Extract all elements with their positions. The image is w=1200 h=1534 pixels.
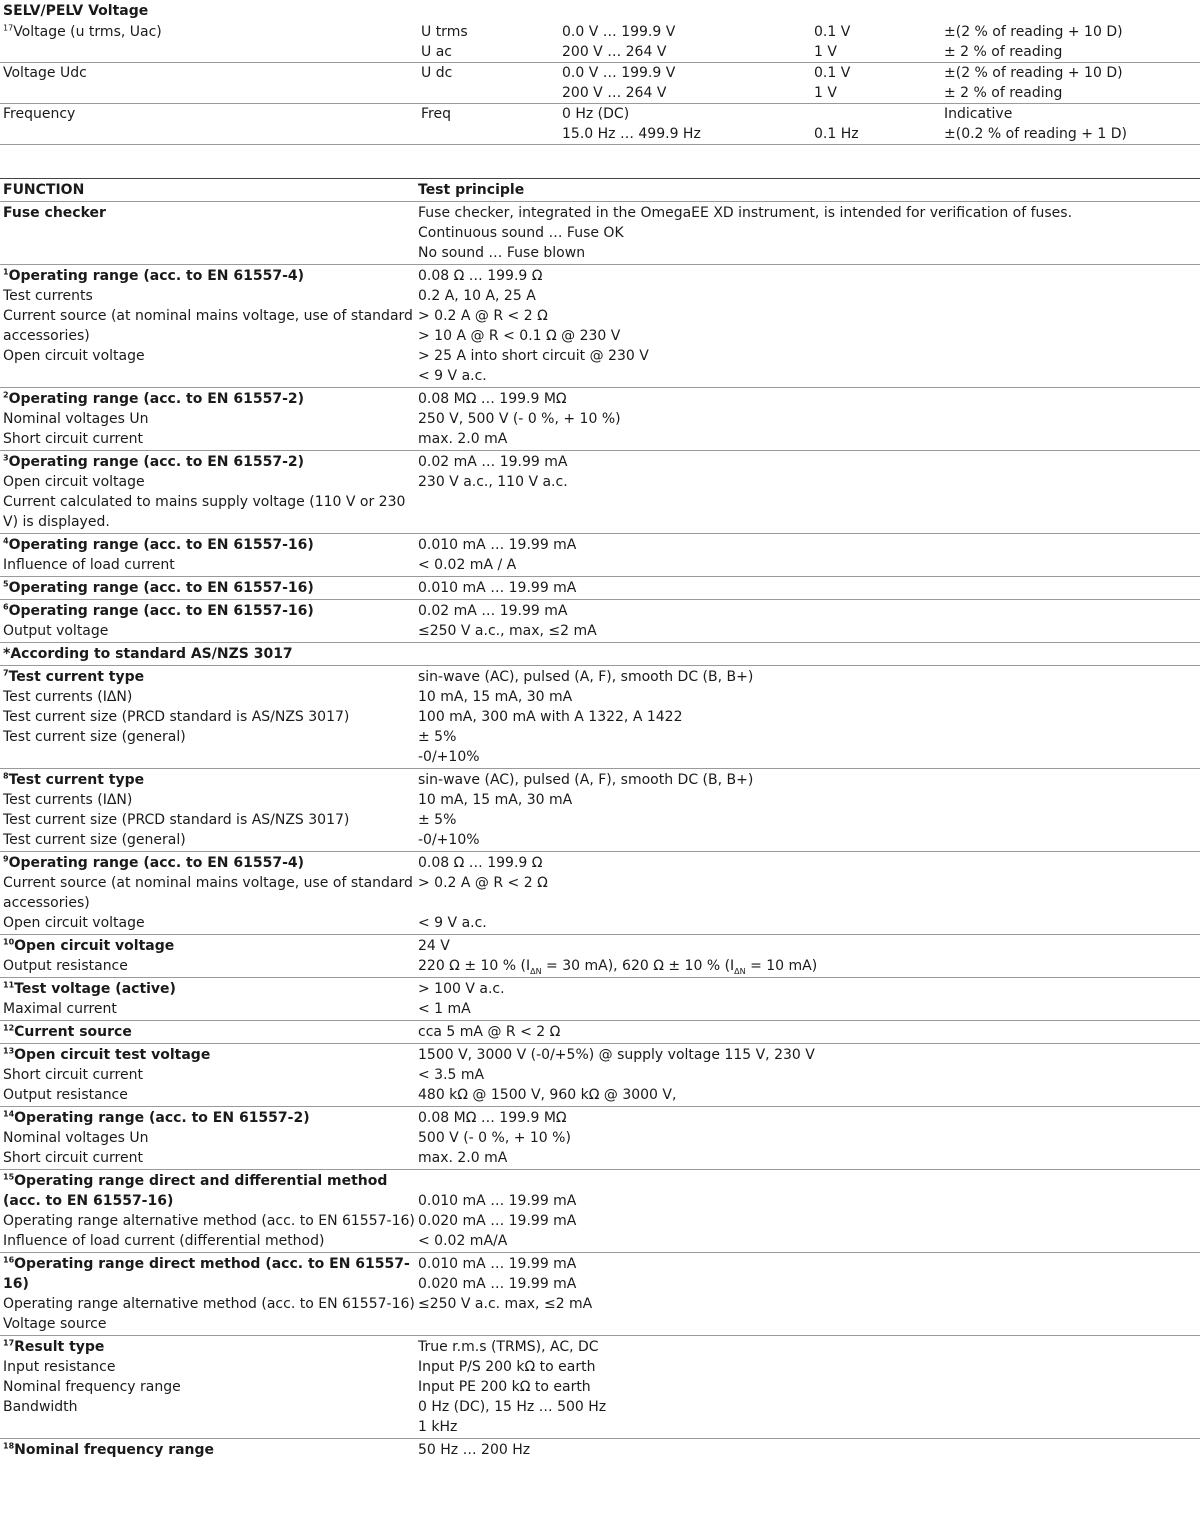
function-label xyxy=(3,913,418,933)
function-label xyxy=(3,266,418,286)
selv-resolution: 1 V xyxy=(814,44,837,60)
test-principle-line: > 25 A into short circuit @ 230 V xyxy=(418,348,649,364)
footnote-number: 17 xyxy=(3,23,14,33)
function-label xyxy=(3,472,418,492)
test-principle-line: -0/+10% xyxy=(418,832,480,848)
function-table xyxy=(0,178,1200,1461)
function-label xyxy=(3,644,418,664)
function-cell xyxy=(0,452,418,532)
test-principle-line: > 10 A @ R < 0.1 Ω @ 230 V xyxy=(418,328,621,344)
function-label-text: Bandwidth xyxy=(3,1399,78,1415)
function-label-text: Current calculated to mains supply voltage (110 V or 230 V) is displayed. xyxy=(3,494,406,530)
function-row xyxy=(0,1439,1200,1461)
function-label xyxy=(3,790,418,810)
function-cell xyxy=(0,1171,418,1251)
test-principle-line: 0.02 mA … 19.99 mA xyxy=(418,454,568,470)
function-row xyxy=(0,534,1200,577)
selv-label-text: Voltage (u trms, Uac) xyxy=(13,24,162,40)
footnote-number: 7 xyxy=(3,668,9,678)
test-principle-cell xyxy=(418,1254,1200,1334)
footnote-number: 1 xyxy=(3,267,9,277)
function-label-text: Test currents (IΔN) xyxy=(3,689,133,705)
test-principle-header: Test principle xyxy=(418,182,525,198)
test-principle-line: max. 2.0 mA xyxy=(418,1150,508,1166)
function-label xyxy=(3,1022,418,1042)
selv-title: SELV/PELV Voltage xyxy=(3,3,149,19)
test-principle-cell xyxy=(418,1108,1200,1168)
subscript: ΔN xyxy=(530,966,542,976)
function-cell xyxy=(0,667,418,767)
test-principle-line: max. 2.0 mA xyxy=(418,431,508,447)
footnote-number: 14 xyxy=(3,1109,15,1119)
output-resistance-part: 220 Ω ± 10 % (I xyxy=(418,958,531,974)
test-principle-line: ≤250 V a.c. max, ≤2 mA xyxy=(418,1296,593,1312)
function-row xyxy=(0,1044,1200,1107)
function-row xyxy=(0,1336,1200,1439)
test-principle-line: < 3.5 mA xyxy=(418,1067,485,1083)
function-cell xyxy=(0,601,418,641)
test-principle-line: 10 mA, 15 mA, 30 mA xyxy=(418,792,573,808)
function-label-text: Test current type xyxy=(8,669,145,685)
function-label xyxy=(3,429,418,449)
function-label xyxy=(3,1085,418,1105)
function-row xyxy=(0,643,1200,666)
test-principle-line: 230 V a.c., 110 V a.c. xyxy=(418,474,568,490)
function-label-text: Open circuit voltage xyxy=(3,915,145,931)
function-label xyxy=(3,389,418,409)
test-principle-line: 1 kHz xyxy=(418,1419,458,1435)
function-label-text: Nominal frequency range xyxy=(3,1379,181,1395)
function-label xyxy=(3,1148,418,1168)
function-label xyxy=(3,492,418,532)
function-label xyxy=(3,535,418,555)
test-principle-line: No sound … Fuse blown xyxy=(418,245,586,261)
selv-range: 0.0 V … 199.9 V xyxy=(562,24,676,40)
test-principle-cell xyxy=(418,936,1200,976)
test-principle-line: 0.010 mA … 19.99 mA xyxy=(418,1256,577,1272)
test-principle-line xyxy=(418,644,1200,664)
function-cell xyxy=(0,770,418,850)
function-row xyxy=(0,202,1200,265)
function-row xyxy=(0,935,1200,978)
selv-resolution: 0.1 V xyxy=(814,65,851,81)
function-cell xyxy=(0,1254,418,1334)
test-principle-cell xyxy=(418,203,1200,263)
function-row xyxy=(0,600,1200,643)
function-cell xyxy=(0,1337,418,1437)
function-row xyxy=(0,577,1200,600)
test-principle-line: 0 Hz (DC), 15 Hz … 500 Hz xyxy=(418,1399,607,1415)
test-principle-line: < 1 mA xyxy=(418,1001,471,1017)
function-label xyxy=(3,286,418,306)
function-cell xyxy=(0,389,418,449)
function-cell xyxy=(0,1108,418,1168)
selv-accuracy: ±(0.2 % of reading + 1 D) xyxy=(944,126,1128,142)
function-label xyxy=(3,409,418,429)
function-label xyxy=(3,1397,418,1417)
selv-range: 0 Hz (DC) xyxy=(562,106,630,122)
selv-label-text: Voltage Udc xyxy=(3,65,87,81)
selv-line xyxy=(0,83,1200,103)
function-label-text: Nominal frequency range xyxy=(14,1442,215,1458)
selv-label xyxy=(3,63,87,83)
function-label xyxy=(3,306,418,346)
test-principle-line: 480 kΩ @ 1500 V, 960 kΩ @ 3000 V, xyxy=(418,1087,677,1103)
test-principle-line: 0.2 A, 10 A, 25 A xyxy=(418,288,536,304)
test-principle-line: 0.010 mA … 19.99 mA xyxy=(418,537,577,553)
selv-row xyxy=(0,22,1200,63)
function-label xyxy=(3,452,418,472)
function-label xyxy=(3,1045,418,1065)
function-label xyxy=(3,830,418,850)
function-label-text: Test current size (general) xyxy=(3,832,186,848)
selv-label xyxy=(3,22,162,42)
test-principle-line: sin-wave (AC), pulsed (A, F), smooth DC (B, B+) xyxy=(418,669,754,685)
test-principle-cell xyxy=(418,667,1200,767)
function-cell xyxy=(0,979,418,1019)
function-row xyxy=(0,769,1200,852)
footnote-number: 11 xyxy=(3,980,15,990)
footnote-number: 3 xyxy=(3,453,9,463)
footnote-number: 6 xyxy=(3,602,9,612)
function-label-text: Nominal voltages Un xyxy=(3,1130,149,1146)
selv-range: 200 V … 264 V xyxy=(562,85,667,101)
footnote-number: 4 xyxy=(3,536,9,546)
function-cell xyxy=(0,1022,418,1042)
output-resistance-part: = 30 mA), 620 Ω ± 10 % (I xyxy=(541,958,735,974)
selv-line xyxy=(0,63,1200,83)
function-label xyxy=(3,1065,418,1085)
function-label-text: Influence of load current (differential method) xyxy=(3,1233,325,1249)
function-label-text: Operating range direct method (acc. to EN 61557-16) xyxy=(3,1256,410,1292)
function-cell xyxy=(0,853,418,933)
subscript: ΔN xyxy=(734,966,746,976)
function-cell xyxy=(0,578,418,598)
function-label xyxy=(3,1211,418,1231)
test-principle-line xyxy=(418,1171,1200,1191)
test-principle-line: > 0.2 A @ R < 2 Ω xyxy=(418,875,548,891)
selv-resolution: 0.1 Hz xyxy=(814,126,859,142)
function-label xyxy=(3,853,418,873)
selv-label-text: Frequency xyxy=(3,106,76,122)
test-principle-line xyxy=(418,512,1200,532)
function-row xyxy=(0,978,1200,1021)
function-label-text: Test current size (PRCD standard is AS/NZS 3017) xyxy=(3,812,350,828)
function-label xyxy=(3,707,418,727)
footnote-number: 5 xyxy=(3,579,9,589)
test-principle-line: 50 Hz … 200 Hz xyxy=(418,1442,531,1458)
function-label xyxy=(3,1357,418,1377)
function-label-text: Test current type xyxy=(8,772,145,788)
function-label-text: Current source (at nominal mains voltage, use of standard accessories) xyxy=(3,875,413,911)
function-label-text: Operating range (acc. to EN 61557-2) xyxy=(8,454,305,470)
function-label-text: Short circuit current xyxy=(3,1150,143,1166)
function-row xyxy=(0,265,1200,388)
selv-row xyxy=(0,104,1200,145)
function-header: FUNCTION xyxy=(3,182,85,198)
function-label-text: Open circuit voltage xyxy=(3,348,145,364)
footnote-number: 18 xyxy=(3,1441,15,1451)
selv-symbol: U ac xyxy=(421,44,452,60)
selv-line xyxy=(0,42,1200,62)
function-label xyxy=(3,1231,418,1251)
function-label-text: Test currents xyxy=(3,288,93,304)
function-label xyxy=(3,770,418,790)
function-label-text: Current source xyxy=(14,1024,132,1040)
function-label xyxy=(3,1337,418,1357)
test-principle-line: ± 5% xyxy=(418,812,457,828)
test-principle-line: ≤250 V a.c., max, ≤2 mA xyxy=(418,623,597,639)
test-principle-line: < 0.02 mA / A xyxy=(418,557,517,573)
function-row xyxy=(0,1170,1200,1253)
test-principle-cell xyxy=(418,853,1200,933)
function-label-text: Operating range (acc. to EN 61557-4) xyxy=(8,268,305,284)
function-cell xyxy=(0,266,418,386)
function-label xyxy=(3,1108,418,1128)
test-principle-cell xyxy=(418,1171,1200,1251)
test-principle-cell xyxy=(418,1022,1200,1042)
function-row xyxy=(0,451,1200,534)
selv-resolution: 0.1 V xyxy=(814,24,851,40)
function-label-text: Open circuit voltage xyxy=(14,938,175,954)
function-label-text: Test currents (IΔN) xyxy=(3,792,133,808)
test-principle-line: 0.08 MΩ … 199.9 MΩ xyxy=(418,1110,567,1126)
function-label-text: Open circuit voltage xyxy=(3,474,145,490)
function-label xyxy=(3,687,418,707)
function-header-row xyxy=(0,179,1200,202)
footnote-number: 17 xyxy=(3,1338,15,1348)
test-principle-line xyxy=(418,492,1200,512)
test-principle-cell xyxy=(418,601,1200,641)
selv-accuracy: ± 2 % of reading xyxy=(944,44,1063,60)
function-label-text: Nominal voltages Un xyxy=(3,411,149,427)
function-row xyxy=(0,1107,1200,1170)
test-principle-line: < 9 V a.c. xyxy=(418,915,487,931)
function-row xyxy=(0,666,1200,769)
function-label-text: Output voltage xyxy=(3,623,109,639)
function-row xyxy=(0,852,1200,935)
footnote-number: 13 xyxy=(3,1046,15,1056)
function-label-text: Influence of load current xyxy=(3,557,175,573)
function-cell xyxy=(0,644,418,664)
test-principle-line: Input PE 200 kΩ to earth xyxy=(418,1379,591,1395)
function-label-text: Fuse checker xyxy=(3,205,106,221)
test-principle-line: True r.m.s (TRMS), AC, DC xyxy=(418,1339,599,1355)
function-cell xyxy=(0,1045,418,1105)
selv-accuracy: ±(2 % of reading + 10 D) xyxy=(944,24,1123,40)
test-principle-line: Fuse checker, integrated in the OmegaEE XD instrument, is intended for verification of fuses. xyxy=(418,205,1073,221)
test-principle-line: 10 mA, 15 mA, 30 mA xyxy=(418,689,573,705)
function-label-text: Current source (at nominal mains voltage, use of standard accessories) xyxy=(3,308,413,344)
test-principle-line: 0.010 mA … 19.99 mA xyxy=(418,580,577,596)
selv-symbol: U dc xyxy=(421,65,453,81)
function-label-text: Operating range alternative method (acc. to EN 61557-16) xyxy=(3,1296,415,1312)
function-label-text: Open circuit test voltage xyxy=(14,1047,211,1063)
function-label xyxy=(3,601,418,621)
selv-row xyxy=(0,63,1200,104)
function-label xyxy=(3,1314,418,1334)
selv-line xyxy=(0,124,1200,144)
test-principle-line: 0.020 mA … 19.99 mA xyxy=(418,1276,577,1292)
function-label-text: Operating range (acc. to EN 61557-16) xyxy=(8,537,314,553)
function-label xyxy=(3,1254,418,1294)
function-label-text: Output resistance xyxy=(3,958,128,974)
function-label-text: Operating range alternative method (acc. to EN 61557-16) xyxy=(3,1213,415,1229)
selv-accuracy: ± 2 % of reading xyxy=(944,85,1063,101)
function-label xyxy=(3,1294,418,1314)
footnote-number: 12 xyxy=(3,1023,15,1033)
selv-line xyxy=(0,22,1200,42)
test-principle-line: > 100 V a.c. xyxy=(418,981,505,997)
function-cell xyxy=(0,1440,418,1460)
function-label-text: Result type xyxy=(14,1339,105,1355)
test-principle-cell xyxy=(418,644,1200,664)
function-label-text: Operating range (acc. to EN 61557-16) xyxy=(8,603,314,619)
function-row xyxy=(0,1021,1200,1044)
function-label-text: Maximal current xyxy=(3,1001,117,1017)
test-principle-line: cca 5 mA @ R < 2 Ω xyxy=(418,1024,561,1040)
function-label-text: *According to standard AS/NZS 3017 xyxy=(3,646,293,662)
test-principle-line xyxy=(418,893,1200,913)
function-label-text: Operating range (acc. to EN 61557-4) xyxy=(8,855,305,871)
function-label xyxy=(3,873,418,913)
selv-resolution: 1 V xyxy=(814,85,837,101)
selv-accuracy: ±(2 % of reading + 10 D) xyxy=(944,65,1123,81)
test-principle-cell xyxy=(418,266,1200,386)
test-principle-line: 24 V xyxy=(418,938,450,954)
function-label-text: Test voltage (active) xyxy=(14,981,176,997)
test-principle-cell xyxy=(418,1440,1200,1460)
footnote-number: 15 xyxy=(3,1172,15,1182)
function-label xyxy=(3,1377,418,1397)
function-label xyxy=(3,346,418,366)
test-principle-line: Continuous sound … Fuse OK xyxy=(418,225,624,241)
function-label-text: Short circuit current xyxy=(3,1067,143,1083)
footnote-number: 10 xyxy=(3,937,15,947)
function-label-text: Operating range (acc. to EN 61557-2) xyxy=(8,391,305,407)
function-label xyxy=(3,810,418,830)
test-principle-line: 100 mA, 300 mA with A 1322, A 1422 xyxy=(418,709,683,725)
function-label-text: Operating range (acc. to EN 61557-2) xyxy=(14,1110,310,1126)
test-principle-line: 0.08 Ω … 199.9 Ω xyxy=(418,268,543,284)
test-principle-line: 0.02 mA … 19.99 mA xyxy=(418,603,568,619)
test-principle-line: < 0.02 mA/A xyxy=(418,1233,508,1249)
function-label xyxy=(3,727,418,747)
function-label xyxy=(3,667,418,687)
test-principle-line: ± 5% xyxy=(418,729,457,745)
test-principle-line: sin-wave (AC), pulsed (A, F), smooth DC (B, B+) xyxy=(418,772,754,788)
function-label-text: Short circuit current xyxy=(3,431,143,447)
test-principle-cell xyxy=(418,452,1200,532)
function-label-text: Test current size (PRCD standard is AS/NZS 3017) xyxy=(3,709,350,725)
footnote-number: 9 xyxy=(3,854,9,864)
test-principle-line: > 0.2 A @ R < 2 Ω xyxy=(418,308,548,324)
function-label xyxy=(3,578,418,598)
function-label xyxy=(3,555,418,575)
test-principle-cell xyxy=(418,979,1200,1019)
selv-label xyxy=(3,104,75,124)
function-label xyxy=(3,203,418,223)
selv-range: 200 V … 264 V xyxy=(562,44,667,60)
function-cell xyxy=(0,535,418,575)
function-label-text: Test current size (general) xyxy=(3,729,186,745)
selv-symbol: U trms xyxy=(421,24,468,40)
test-principle-cell xyxy=(418,1045,1200,1105)
footnote-number: 8 xyxy=(3,771,9,781)
function-cell xyxy=(0,936,418,976)
function-label-text: Input resistance xyxy=(3,1359,116,1375)
function-label xyxy=(3,1440,418,1460)
function-label xyxy=(3,1128,418,1148)
test-principle-cell xyxy=(418,1337,1200,1437)
test-principle-line: 0.020 mA … 19.99 mA xyxy=(418,1213,577,1229)
test-principle-cell xyxy=(418,535,1200,575)
test-principle-line: -0/+10% xyxy=(418,749,480,765)
test-principle-cell xyxy=(418,389,1200,449)
test-principle-line xyxy=(418,956,1200,976)
test-principle-line: 0.08 Ω … 199.9 Ω xyxy=(418,855,543,871)
selv-accuracy: Indicative xyxy=(944,106,1013,122)
test-principle-line: Input P/S 200 kΩ to earth xyxy=(418,1359,596,1375)
function-label xyxy=(3,979,418,999)
footnote-number: 2 xyxy=(3,390,9,400)
test-principle-line: < 9 V a.c. xyxy=(418,368,487,384)
test-principle-line: 0.08 MΩ … 199.9 MΩ xyxy=(418,391,567,407)
test-principle-cell xyxy=(418,578,1200,598)
selv-range: 15.0 Hz … 499.9 Hz xyxy=(562,126,701,142)
function-label xyxy=(3,936,418,956)
function-label-text: Voltage source xyxy=(3,1316,107,1332)
function-label xyxy=(3,999,418,1019)
test-principle-line: 0.010 mA … 19.99 mA xyxy=(418,1193,577,1209)
function-label-text: Operating range (acc. to EN 61557-16) xyxy=(8,580,314,596)
function-label xyxy=(3,1171,418,1211)
test-principle-line: 250 V, 500 V (- 0 %, + 10 %) xyxy=(418,411,621,427)
footnote-number: 16 xyxy=(3,1255,15,1265)
function-label-text: Operating range direct and differential method (acc. to EN 61557-16) xyxy=(3,1173,388,1209)
selv-line xyxy=(0,104,1200,124)
test-principle-cell xyxy=(418,770,1200,850)
test-principle-line: 500 V (- 0 %, + 10 %) xyxy=(418,1130,571,1146)
function-label xyxy=(3,956,418,976)
function-cell xyxy=(0,203,418,263)
function-row xyxy=(0,1253,1200,1336)
function-label-text: Output resistance xyxy=(3,1087,128,1103)
selv-range: 0.0 V … 199.9 V xyxy=(562,65,676,81)
function-label xyxy=(3,621,418,641)
selv-table xyxy=(0,0,1200,145)
function-row xyxy=(0,388,1200,451)
output-resistance-part: = 10 mA) xyxy=(745,958,818,974)
test-principle-line: 1500 V, 3000 V (-0/+5%) @ supply voltage 115 V, 230 V xyxy=(418,1047,815,1063)
selv-symbol: Freq xyxy=(421,106,451,122)
